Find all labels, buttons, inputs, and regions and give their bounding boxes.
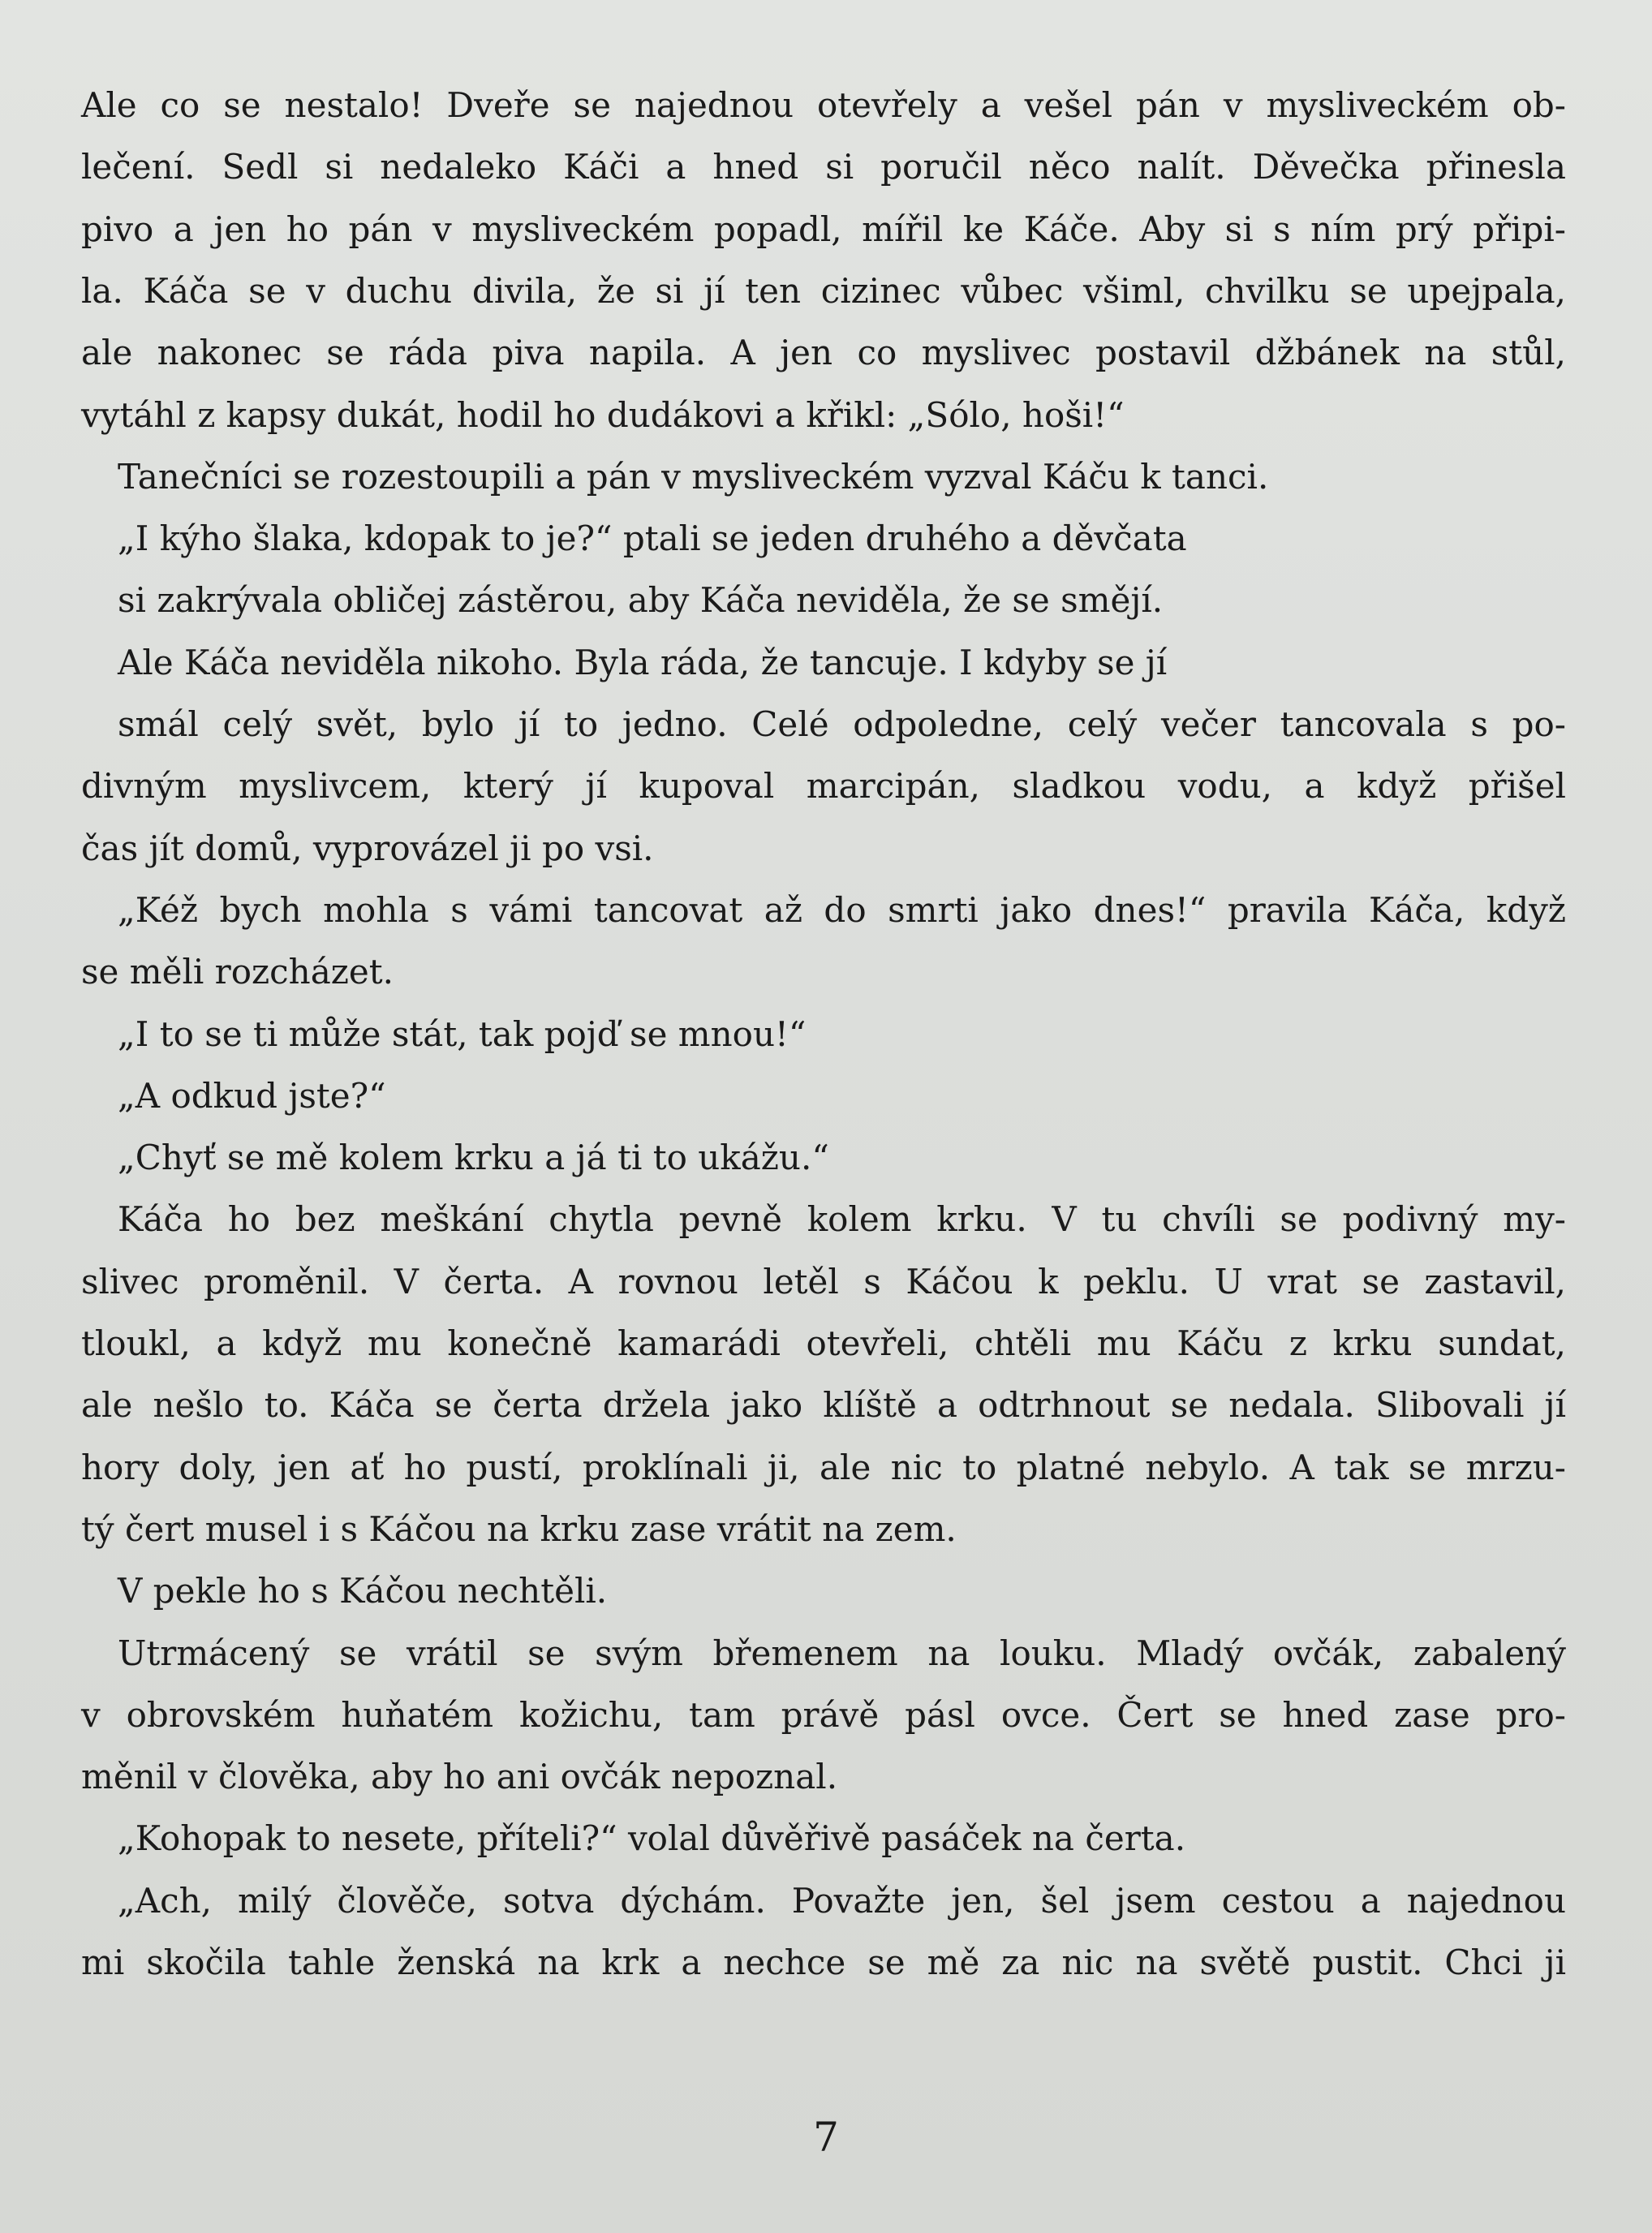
text-line: tloukl, a když mu konečně kamarádi otevřeli, chtěli mu Káču z krku sundat,: [81, 1323, 1566, 1363]
text-line: měnil v člověka, aby ho ani ovčák nepoznal.: [81, 1757, 838, 1797]
text-line: hory doly, jen ať ho pustí, proklínali ji, ale nic to platné nebylo. A tak se mrzu-: [81, 1447, 1566, 1487]
text-line: vytáhl z kapsy dukát, hodil ho dudákovi a křikl: „Sólo, hoši!“: [81, 394, 1125, 435]
text-line: smál celý svět, bylo jí to jedno. Celé odpoledne, celý večer tancovala s po-: [118, 704, 1566, 744]
page-number: 7: [813, 2114, 839, 2161]
text-line: „Kéž bych mohla s vámi tancovat až do smrti jako dnes!“ pravila Káča, když: [118, 889, 1566, 930]
text-line: V pekle ho s Káčou nechtěli.: [118, 1571, 608, 1611]
text-line: ale nešlo to. Káča se čerta držela jako klíště a odtrhnout se nedala. Slibovali jí: [81, 1385, 1566, 1426]
text-line: „I kýho šlaka, kdopak to je?“ ptali se jeden druhého a děvčata: [118, 518, 1187, 559]
text-line: „I to se ti může stát, tak pojď se mnou!“: [118, 1013, 807, 1054]
text-line: pivo a jen ho pán v mysliveckém popadl, mířil ke Káče. Aby si s ním prý připi-: [81, 209, 1566, 249]
text-line: Ale co se nestalo! Dveře se najednou otevřely a vešel pán v mysliveckém ob-: [81, 85, 1566, 125]
text-line: mi skočila tahle ženská na krk a nechce se mě za nic na světě pustit. Chci ji: [81, 1943, 1566, 1982]
text-line: lečení. Sedl si nedaleko Káči a hned si poručil něco nalít. Děvečka přinesla: [81, 147, 1566, 187]
text-line: „A odkud jste?“: [118, 1075, 386, 1116]
text-line: ale nakonec se ráda piva napila. A jen co myslivec postavil džbánek na stůl,: [81, 333, 1566, 373]
text-line: čas jít domů, vyprovázel ji po vsi.: [81, 828, 654, 868]
text-line: se měli rozcházet.: [81, 952, 394, 992]
text-line: „Kohopak to nesete, příteli?“ volal důvěřivě pasáček na čerta.: [118, 1818, 1186, 1859]
text-line: Tanečníci se rozestoupili a pán v mysliveckém vyzval Káču k tanci.: [118, 456, 1269, 497]
text-line: divným myslivcem, který jí kupoval marcipán, sladkou vodu, a když přišel: [81, 766, 1566, 807]
text-line: Káča ho bez meškání chytla pevně kolem krku. V tu chvíli se podivný my-: [118, 1199, 1566, 1240]
text-line: „Chyť se mě kolem krku a já ti to ukážu.“: [118, 1138, 829, 1178]
text-line: Utrmácený se vrátil se svým břemenem na louku. Mladý ovčák, zabalený: [118, 1633, 1566, 1673]
text-line: si zakrývala obličej zástěrou, aby Káča neviděla, že se smějí.: [118, 580, 1164, 621]
text-line: v obrovském huňatém kožichu, tam právě pásl ovce. Čert se hned zase pro-: [81, 1694, 1566, 1735]
text-line: slivec proměnil. V čerta. A rovnou letěl s Káčou k peklu. U vrat se zastavil,: [81, 1261, 1566, 1302]
text-line: Ale Káča neviděla nikoho. Byla ráda, že tancuje. I kdyby se jí: [118, 642, 1168, 682]
text-line: „Ach, milý člověče, sotva dýchám. Považte jen, šel jsem cestou a najednou: [118, 1880, 1566, 1921]
text-line: la. Káča se v duchu divila, že si jí ten cizinec vůbec všiml, chvilku se upejpala,: [81, 270, 1566, 311]
text-line: tý čert musel i s Káčou na krku zase vrátit na zem.: [81, 1508, 957, 1549]
